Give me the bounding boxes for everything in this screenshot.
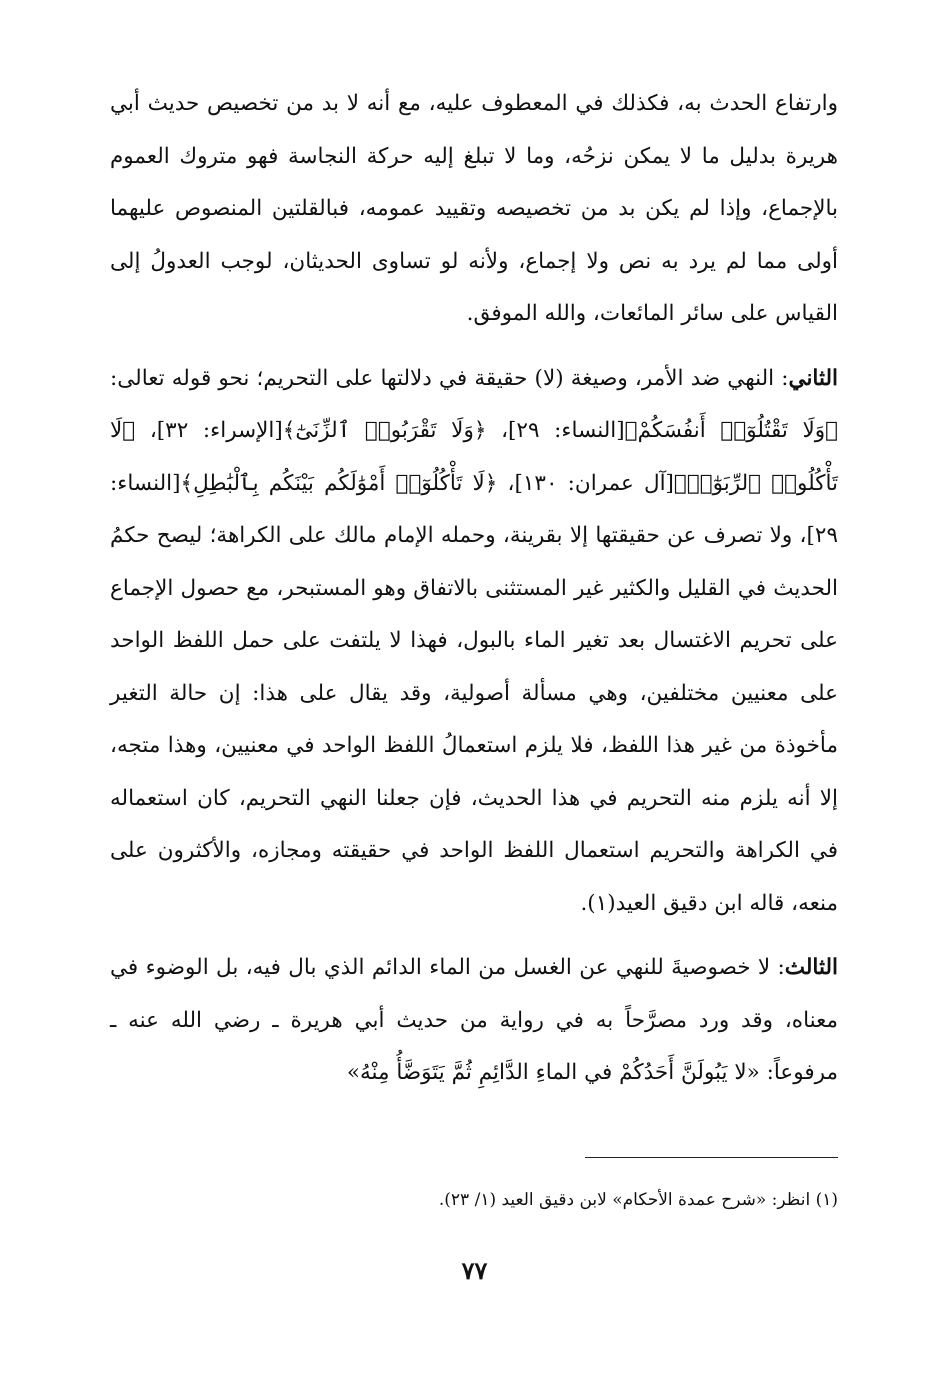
page-number: ٧٧ <box>461 1256 488 1285</box>
paragraph-3 <box>110 942 838 1100</box>
paragraph-3-text: : لا خصوصيةَ للنهي عن الغسل من الماء الدائم الذي بال فيه، بل الوضوء في معناه، وقد ورد مصرَّحاً به في رواية من حديث أبي هريرة ـ رضي الله عنه ـ مرفوعاً: «لا يَبُولَنَّ أَحَدُكُمْ في الماءِ الدَّائِمِ ثُمَّ يَتَوَضَّأُ مِنْهُ» <box>110 955 838 1085</box>
paragraph-2 <box>110 353 838 931</box>
footnote-divider <box>585 1157 838 1158</box>
page-body <box>110 78 838 1100</box>
footnote: (١) انظر: «شرح عمدة الأحكام» لابن دقيق العيد (١/ ٢٣). <box>438 1190 838 1210</box>
paragraph-1 <box>110 78 838 341</box>
paragraph-1-text: وارتفاع الحدث به، فكذلك في المعطوف عليه، مع أنه لا بد من تخصيص حديث أبي هريرة بدليل ما لا يمكن نزحُه، وما لا تبلغ إليه حركة النجاسة فهو متروك العموم بالإجماع، وإذا لم يكن بد من تخصيصه وتقييد عمومه، فبالقلتين المنصوص عليهما أولى مما لم يرد به نص ولا إجماع، ولأنه لو تساوى الحديثان، لوجب العدولُ إلى القياس على سائر المائعات، والله الموفق. <box>110 91 839 326</box>
paragraph-2-text: : النهي ضد الأمر، وصيغة (لا) حقيقة في دلالتها على التحريم؛ نحو قوله تعالى: ﴿وَلَا تَقْتُلُوٓا۟ أَنفُسَكُمْ﴾[النساء: ٢٩]، ﴿وَلَا تَقْرَبُوا۟ ٱلزِّنَىٰٓ﴾[الإسراء: ٣٢]، ﴿لَا تَأْكُلُوا۟ ٱلرِّبَوٰٓا۟﴾[آل عمران: ١٣٠]، ﴿لَا تَأْكُلُوٓا۟ أَمْوَٰلَكُم بَيْنَكُم بِٱلْبَٰطِلِ﴾[النساء: ٢٩]، ولا تصرف عن حقيقتها إلا بقرينة، وحمله الإمام مالك على الكراهة؛ ليصح حكمُ الحديث في القليل والكثير غير المستثنى بالاتفاق وهو المستبحر، مع حصول الإجماع على تحريم الاغتسال بعد تغير الماء بالبول، فهذا لا يلتفت على حمل اللفظ الواحد على معنيين مختلفين، وهي مسألة أصولية، وقد يقال على هذا: إن حالة التغير مأخوذة من غير هذا اللفظ، فلا يلزم استعمالُ اللفظ الواحد في معنيين، وهذا متجه، إلا أنه يلزم منه التحريم في هذا الحديث، فإن جعلنا النهي التحريم، كان استعماله في الكراهة والتحريم استعمال اللفظ الواحد في حقيقته ومجازه، والأكثرون على منعه، قاله ابن دقيق العيد(١). <box>110 365 839 916</box>
paragraph-2-lead: الثاني <box>788 365 838 391</box>
paragraph-3-lead: الثالث <box>784 955 838 980</box>
